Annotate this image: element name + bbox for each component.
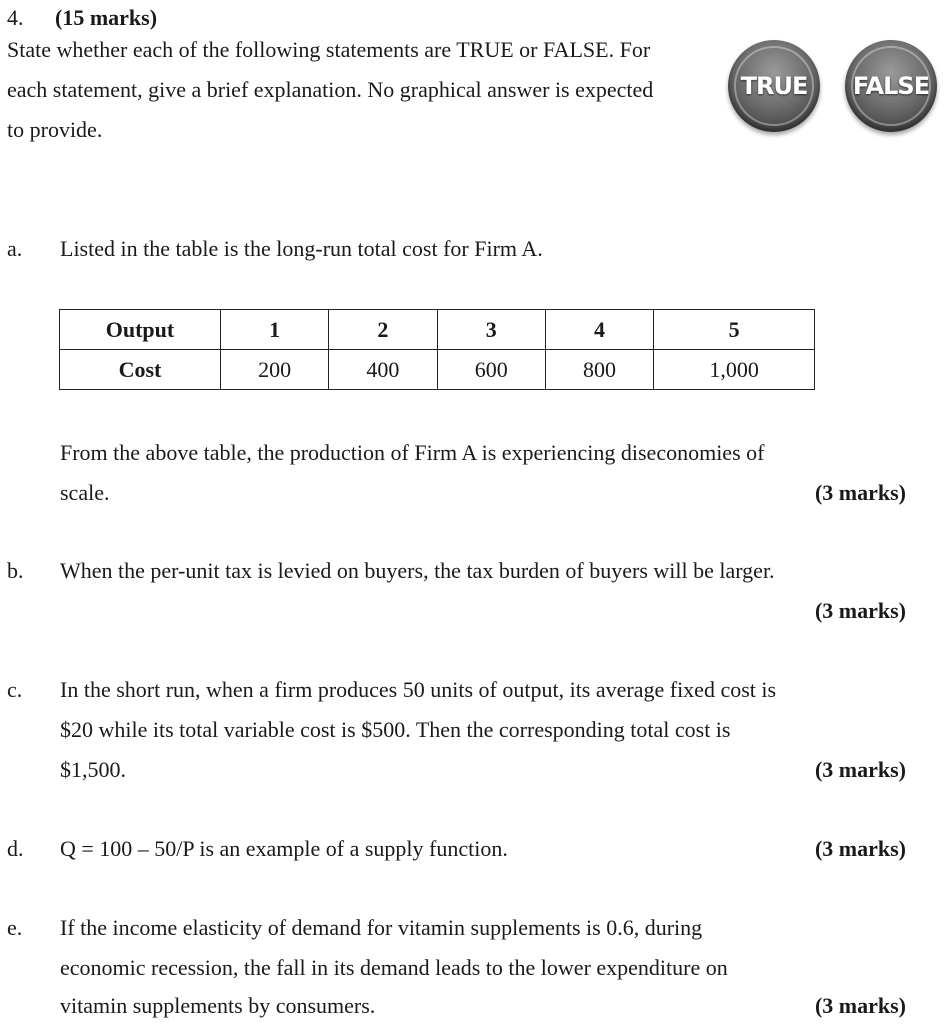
item-e-label: e.: [7, 915, 23, 940]
item-c-statement-line1: In the short run, when a firm produces 50 units of output, its average fixed cost is: [60, 677, 777, 702]
true-badge: [728, 40, 820, 132]
row-header-cost: Cost: [60, 350, 221, 390]
false-badge-label: FALSE: [852, 72, 930, 100]
output-cell: 1: [221, 310, 329, 350]
question-number: 4.: [7, 5, 24, 30]
true-badge-label: TRUE: [740, 72, 808, 100]
cost-table: [59, 309, 815, 390]
table-row-cost: [60, 350, 815, 390]
cost-cell: 400: [329, 350, 437, 390]
item-b-marks: (3 marks): [814, 598, 906, 623]
question-instructions: State whether each of the following statements are TRUE or FALSE. For each statement, give a brief explanation. No graphical answer is expected to provide.: [7, 37, 654, 142]
item-a-statement-line2: scale.: [60, 480, 110, 505]
item-c-statement-line3: $1,500.: [60, 757, 126, 782]
item-c-marks: (3 marks): [814, 757, 906, 782]
cost-cell: 800: [545, 350, 653, 390]
item-a-lead: Listed in the table is the long-run total cost for Firm A.: [60, 236, 543, 261]
item-a-label: a.: [7, 236, 23, 261]
item-c-label: c.: [7, 677, 23, 702]
item-e-marks: (3 marks): [814, 993, 906, 1018]
output-cell: 3: [437, 310, 545, 350]
output-cell: 2: [329, 310, 437, 350]
item-a-statement-line1: From the above table, the production of Firm A is experiencing diseconomies of: [60, 440, 765, 465]
output-cell: 5: [654, 310, 815, 350]
item-d-marks: (3 marks): [814, 836, 906, 861]
item-e-statement-line2: economic recession, the fall in its demand leads to the lower expenditure on: [60, 955, 728, 980]
cost-cell: 200: [221, 350, 329, 390]
item-e-statement-line1: If the income elasticity of demand for vitamin supplements is 0.6, during: [60, 915, 703, 940]
question-marks: (15 marks): [55, 5, 158, 30]
item-e-statement-line3: vitamin supplements by consumers.: [60, 993, 376, 1018]
cost-cell: 600: [437, 350, 545, 390]
item-d-statement-line1: Q = 100 – 50/P is an example of a supply function.: [60, 836, 508, 861]
item-d-label: d.: [7, 836, 24, 861]
item-a-marks: (3 marks): [814, 480, 906, 505]
item-c-statement-line2: $20 while its total variable cost is $500. Then the corresponding total cost is: [60, 717, 731, 742]
output-cell: 4: [545, 310, 653, 350]
item-b-label: b.: [7, 558, 24, 583]
item-b-statement-line1: When the per-unit tax is levied on buyers, the tax burden of buyers will be larger.: [60, 558, 775, 583]
table-row-output: [60, 310, 815, 350]
row-header-output: Output: [60, 310, 221, 350]
cost-cell: 1,000: [654, 350, 815, 390]
false-badge: [845, 40, 937, 132]
